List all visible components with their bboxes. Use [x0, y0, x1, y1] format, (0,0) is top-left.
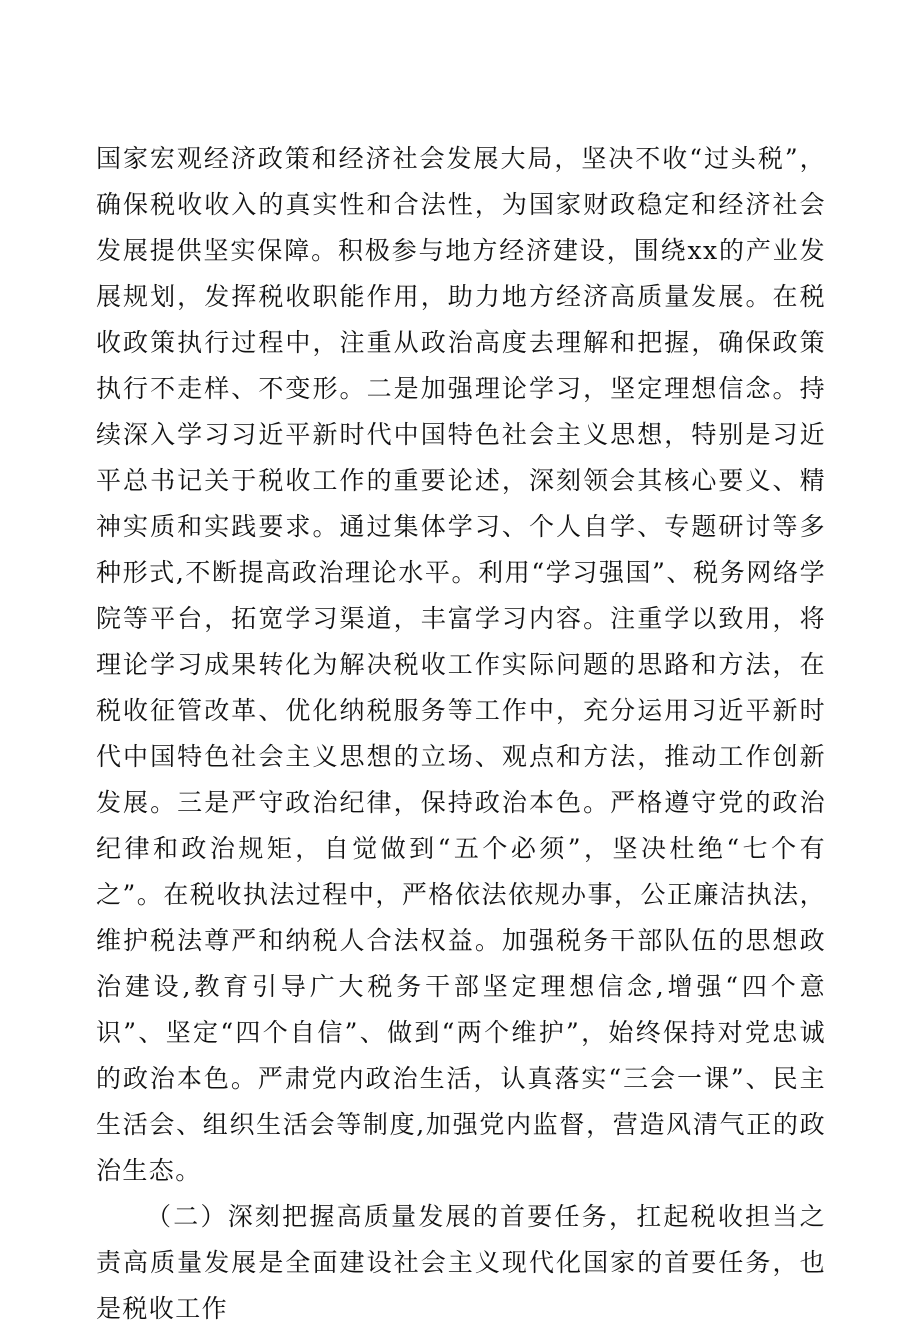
body-paragraph: 国家宏观经济政策和经济社会发展大局，坚决不收“过头税”，确保税收收入的真实性和合法性，为国家财政稳定和经济社会发展提供坚实保障。积极参与地方经济建设，围绕xx的产业发展规划，发挥税收职能作用，助力地方经济高质量发展。在税收政策执行过程中，注重从政治高度去理解和把握，确保政策执行不走样、不变形。二是加强理论学习，坚定理想信念。持续深入学习习近平新时代中国特色社会主义思想，特别是习近平总书记关于税收工作的重要论述，深刻领会其核心要义、精神实质和实践要求。通过集体学习、个人自学、专题研讨等多种形式,不断提高政治理论水平。利用“学习强国”、税务网络学院等平台，拓宽学习渠道，丰富学习内容。注重学以致用，将理论学习成果转化为解决税收工作实际问题的思路和方法，在税收征管改革、优化纳税服务等工作中，充分运用习近平新时代中国特色社会主义思想的立场、观点和方法，推动工作创新发展。三是严守政治纪律，保持政治本色。严格遵守党的政治纪律和政治规矩，自觉做到“五个必须”，坚决杜绝“七个有之”。在税收执法过程中，严格依法依规办事，公正廉洁执法，维护税法尊严和纳税人合法权益。加强税务干部队伍的思想政治建设,教育引导广大税务干部坚定理想信念,增强“四个意识”、坚定“四个自信”、做到“两个维护”，始终保持对党忠诚的政治本色。严肃党内政治生活，认真落实“三会一课”、民主生活会、组织生活会等制度,加强党内监督，营造风清气正的政治生态。 — [96, 144, 826, 1185]
section-heading-paragraph: （二）深刻把握高质量发展的首要任务，扛起税收担当之责高质量发展是全面建设社会主义现代化国家的首要任务，也是税收工作 — [96, 1202, 826, 1323]
document-body — [96, 136, 826, 1332]
